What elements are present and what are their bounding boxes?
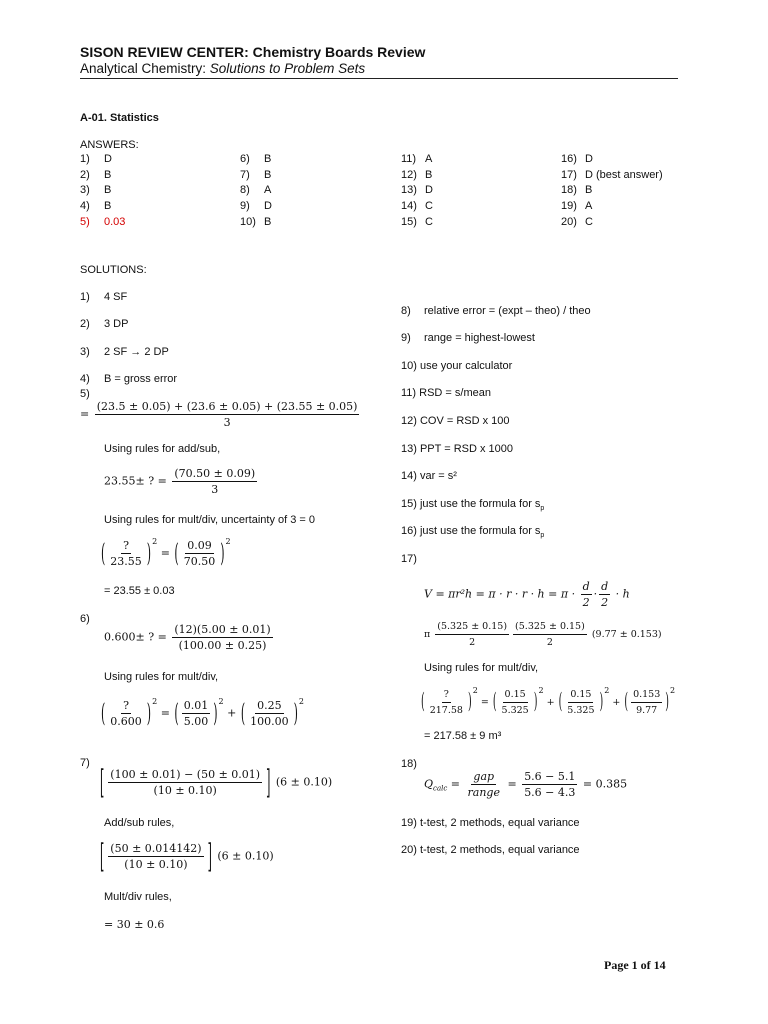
solution-6-step-2: ( $\frac{?}{0.600}$ )$^2$ = ( $\frac{0.01}{5.00}$ )$^2$ + ( $\frac{0.25}{100.00}$ )$^2$ xyxy=(101,696,304,729)
answer-2 xyxy=(80,169,112,181)
page-number: Page 1 of 14 xyxy=(604,958,666,972)
solution-2: 2) 3 DP xyxy=(80,318,129,330)
solution-5-result: = 23.55 ± 0.03 xyxy=(104,585,175,597)
answers-heading: ANSWERS: xyxy=(80,139,139,151)
solution-6-rule: Using rules for mult/div, xyxy=(104,671,219,683)
solution-13: 13) PPT = RSD x 1000 xyxy=(401,443,514,455)
solution-7-rule-mult: Mult/div rules, xyxy=(104,891,172,903)
answer-11 xyxy=(401,153,433,165)
answer-4 xyxy=(80,200,112,212)
answer-number: 13) xyxy=(401,184,417,196)
solution-17-substitution: π $\frac{(5.325 \pm 0.15)}{2}$ $\frac{(5.325 \pm 0.15)}{2}$ (9.77 ± 0.153) xyxy=(424,621,662,648)
answer-value: B xyxy=(425,169,433,181)
solution-17-rule: Using rules for mult/div, xyxy=(424,662,539,674)
answer-number: 9) xyxy=(240,200,250,212)
answer-17 xyxy=(561,169,663,181)
solution-17-volume-formula: V = πr²h = π · r · r · h = π · $\frac{d}{2}$ · $\frac{d}{2}$ · h xyxy=(424,580,630,609)
solution-15: 15) just use the formula for $s_p$ xyxy=(401,498,545,513)
answer-value: A xyxy=(264,184,272,196)
answer-14 xyxy=(401,200,433,212)
answer-number: 18) xyxy=(561,184,577,196)
answer-15 xyxy=(401,216,433,228)
answer-value: B xyxy=(264,153,272,165)
answer-number: 15) xyxy=(401,216,417,228)
answer-value: B xyxy=(264,216,272,228)
solution-7-step-1: [ $\frac{(100 \pm 0.01) - (50 \pm 0.01)}{(10 \pm 0.10)}$ ] (6 ± 0.10) xyxy=(100,763,333,802)
document-subtitle: Analytical Chemistry: Solutions to Problem Sets xyxy=(80,61,366,76)
answer-value: D xyxy=(264,200,272,212)
answer-value: C xyxy=(425,200,433,212)
answer-number: 16) xyxy=(561,153,577,165)
solution-7-rule-add: Add/sub rules, xyxy=(104,817,175,829)
answer-number: 19) xyxy=(561,200,577,212)
solution-5-number: 5) xyxy=(80,388,90,400)
solution-19: 19) t-test, 2 methods, equal variance xyxy=(401,817,580,829)
answer-number: 7) xyxy=(240,169,250,181)
solution-6-number: 6) xyxy=(80,613,90,625)
solution-8: 8) relative error = (expt – theo) / theo xyxy=(401,305,591,317)
header-divider xyxy=(80,78,678,79)
answer-value: B xyxy=(104,184,112,196)
answer-value: C xyxy=(585,216,593,228)
solution-20: 20) t-test, 2 methods, equal variance xyxy=(401,844,580,856)
answer-19 xyxy=(561,200,593,212)
solution-18-number: 18) xyxy=(401,758,417,770)
answer-number: 2) xyxy=(80,169,90,181)
answer-18 xyxy=(561,184,593,196)
answer-number: 1) xyxy=(80,153,90,165)
answer-value: A xyxy=(585,200,593,212)
answer-9 xyxy=(240,200,272,212)
document-title: SISON REVIEW CENTER: Chemistry Boards Review xyxy=(80,44,426,60)
solutions-heading: SOLUTIONS: xyxy=(80,264,147,276)
answer-number: 12) xyxy=(401,169,417,181)
answer-number: 10) xyxy=(240,216,256,228)
solution-5-rule-add: Using rules for add/sub, xyxy=(104,443,221,455)
solution-7-number: 7) xyxy=(80,757,90,769)
solution-4: 4) B = gross error xyxy=(80,373,178,385)
answer-number: 17) xyxy=(561,169,577,181)
solution-5-step-2: ( $\frac{?}{23.55}$ )$^2$ = ( $\frac{0.09}{70.50}$ )$^2$ xyxy=(101,536,231,569)
answer-number: 3) xyxy=(80,184,90,196)
solution-5-equation: = $\frac{(23.5 \pm 0.05) + (23.6 \pm 0.05) + (23.55 \pm 0.05)}{3}$ xyxy=(80,400,358,429)
solution-9: 9) range = highest-lowest xyxy=(401,332,535,344)
section-title: A-01. Statistics xyxy=(80,112,159,124)
solution-18-q-test: $Q_{calc}$ = $\frac{\text{gap}}{\text{range}}$ = $\frac{5.6 - 5.1}{5.6 - 4.3}$ = 0.385 xyxy=(424,770,628,799)
solution-5-rule-mult: Using rules for mult/div, uncertainty of 3 = 0 xyxy=(104,514,316,526)
solution-17-number: 17) xyxy=(401,553,417,565)
solution-17-result: = 217.58 ± 9 m³ xyxy=(424,730,502,742)
answer-value: B xyxy=(104,169,112,181)
answer-6 xyxy=(240,153,272,165)
solution-16: 16) just use the formula for $s_p$ xyxy=(401,525,545,540)
solution-11: 11) RSD = s/mean xyxy=(401,387,491,399)
answer-number: 5) xyxy=(80,216,90,228)
answer-number: 11) xyxy=(401,153,417,165)
answer-value: D xyxy=(425,184,433,196)
answer-number: 20) xyxy=(561,216,577,228)
answer-value: 0.03 xyxy=(104,216,126,228)
answer-3 xyxy=(80,184,112,196)
answer-1 xyxy=(80,153,112,165)
answer-20 xyxy=(561,216,593,228)
answer-value: D xyxy=(585,153,593,165)
answer-value: A xyxy=(425,153,433,165)
answer-value: D xyxy=(104,153,112,165)
answer-value: B xyxy=(585,184,593,196)
solution-12: 12) COV = RSD x 100 xyxy=(401,415,510,427)
solution-7-step-2: [ $\frac{(50 \pm 0.014142)}{(10 \pm 0.10)}$ ] (6 ± 0.10) xyxy=(100,837,274,876)
answer-value: B xyxy=(104,200,112,212)
answer-number: 14) xyxy=(401,200,417,212)
answer-7 xyxy=(240,169,272,181)
solution-14: 14) var = s² xyxy=(401,470,457,482)
answer-number: 6) xyxy=(240,153,250,165)
answer-8 xyxy=(240,184,272,196)
solution-17-uncertainty: ( $\frac{?}{217.58}$ )$^2$ = ( $\frac{0.15}{5.325}$ )$^2$ + ( $\frac{0.15}{5.325}$ )$^2$ + ( $\frac{0.153}{9.77}$ )$^2$ xyxy=(421,685,676,716)
answer-value: B xyxy=(264,169,272,181)
solution-1: 1) 4 SF xyxy=(80,291,128,303)
answer-5 xyxy=(80,216,126,228)
answer-value: C xyxy=(425,216,433,228)
solution-10: 10) use your calculator xyxy=(401,360,513,372)
solution-7-result: = 30 ± 0.6 xyxy=(104,918,165,931)
answer-10 xyxy=(240,216,272,228)
solution-3: 3) 2 SF → 2 DP xyxy=(80,346,169,358)
solution-6-step-1: 0.600± ? = $\frac{(12)(5.00 \pm 0.01)}{(100.00 \pm 0.25)}$ xyxy=(104,623,271,652)
answer-number: 4) xyxy=(80,200,90,212)
answer-13 xyxy=(401,184,433,196)
solution-5-step-1: 23.55± ? = $\frac{(70.50 \pm 0.09)}{3}$ xyxy=(104,467,256,496)
answer-value: D (best answer) xyxy=(585,169,663,181)
answer-16 xyxy=(561,153,593,165)
answer-number: 8) xyxy=(240,184,250,196)
answer-12 xyxy=(401,169,433,181)
